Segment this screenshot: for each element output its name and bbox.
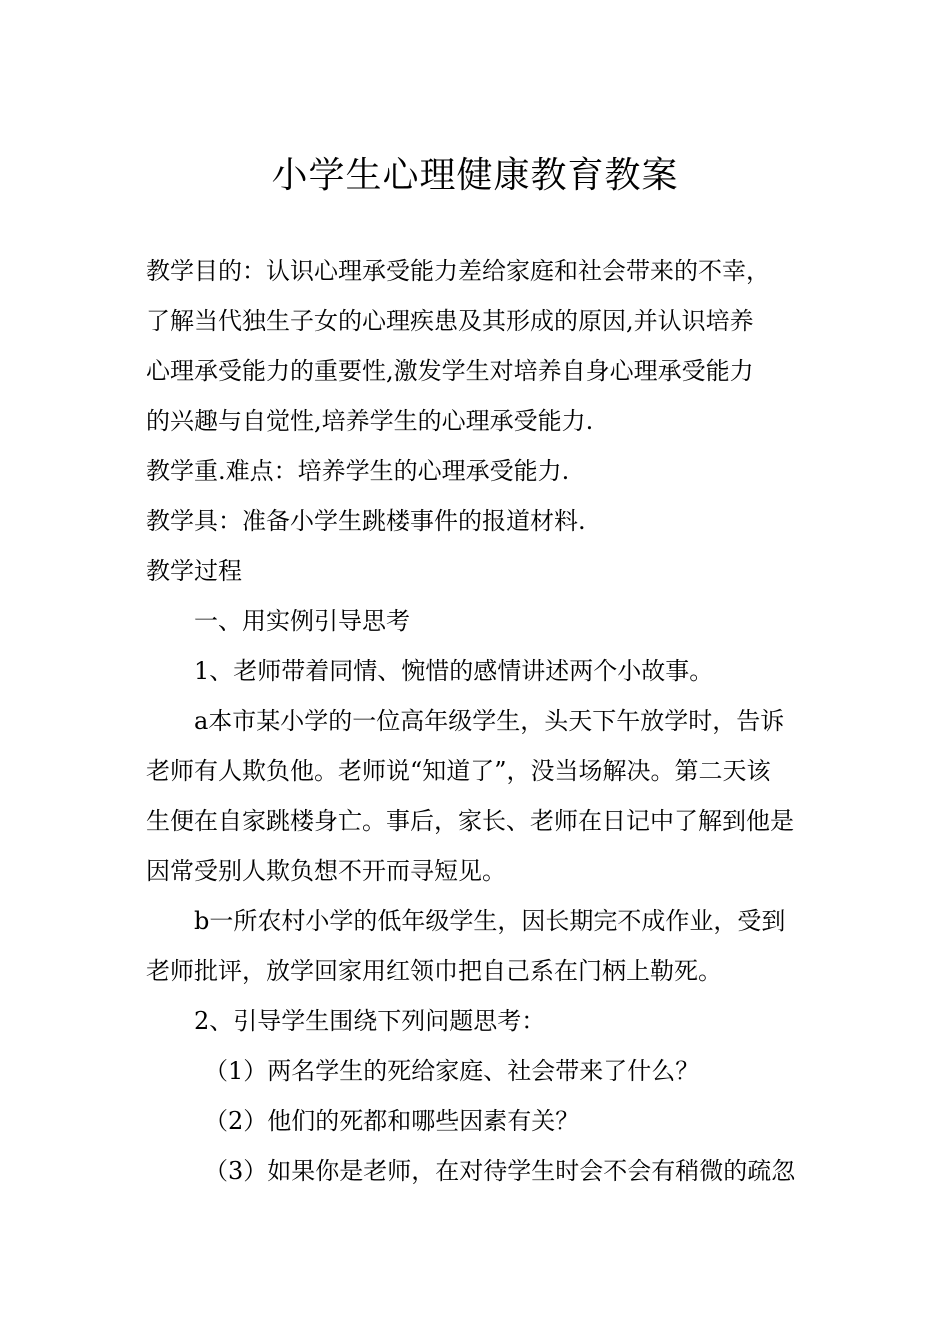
paragraph-line: 1、老师带着同情、惋惜的感情讲述两个小故事。: [194, 657, 714, 685]
document-body: [146, 246, 806, 1196]
paragraph-line: 心理承受能力的重要性,激发学生对培养自身心理承受能力: [146, 357, 754, 385]
paragraph-line: 2、引导学生围绕下列问题思考：: [194, 1007, 546, 1035]
subsection-heading: 一、用实例引导思考: [194, 607, 410, 635]
paragraph-line: 教学重.难点：培养学生的心理承受能力.: [146, 457, 570, 485]
section-heading: 教学过程: [146, 557, 242, 585]
paragraph-line: b一所农村小学的低年级学生，因长期完不成作业，受到: [194, 907, 786, 935]
document-title: 小学生心理健康教育教案: [271, 155, 679, 196]
paragraph-line: 因常受别人欺负想不开而寻短见。: [146, 857, 506, 885]
paragraph-line: 了解当代独生子女的心理疾患及其形成的原因,并认识培养: [146, 307, 754, 335]
paragraph-line: 教学目的：认识心理承受能力差给家庭和社会带来的不幸，: [146, 257, 770, 285]
question-item: （2）他们的死都和哪些因素有关？: [204, 1107, 580, 1135]
question-item: （3）如果你是老师，在对待学生时会不会有稍微的疏忽: [204, 1157, 796, 1185]
paragraph-line: 老师有人欺负他。老师说“知道了”，没当场解决。第二天该: [146, 757, 771, 785]
paragraph-line: 的兴趣与自觉性,培养学生的心理承受能力.: [146, 407, 594, 435]
paragraph-line: 教学具：准备小学生跳楼事件的报道材料.: [146, 507, 586, 535]
question-item: （1）两名学生的死给家庭、社会带来了什么？: [204, 1057, 700, 1085]
paragraph-line: 老师批评，放学回家用红领巾把自己系在门柄上勒死。: [146, 957, 722, 985]
paragraph-line: a本市某小学的一位高年级学生，头天下午放学时，告诉: [194, 707, 785, 735]
paragraph-line: 生便在自家跳楼身亡。事后，家长、老师在日记中了解到他是: [146, 807, 794, 835]
